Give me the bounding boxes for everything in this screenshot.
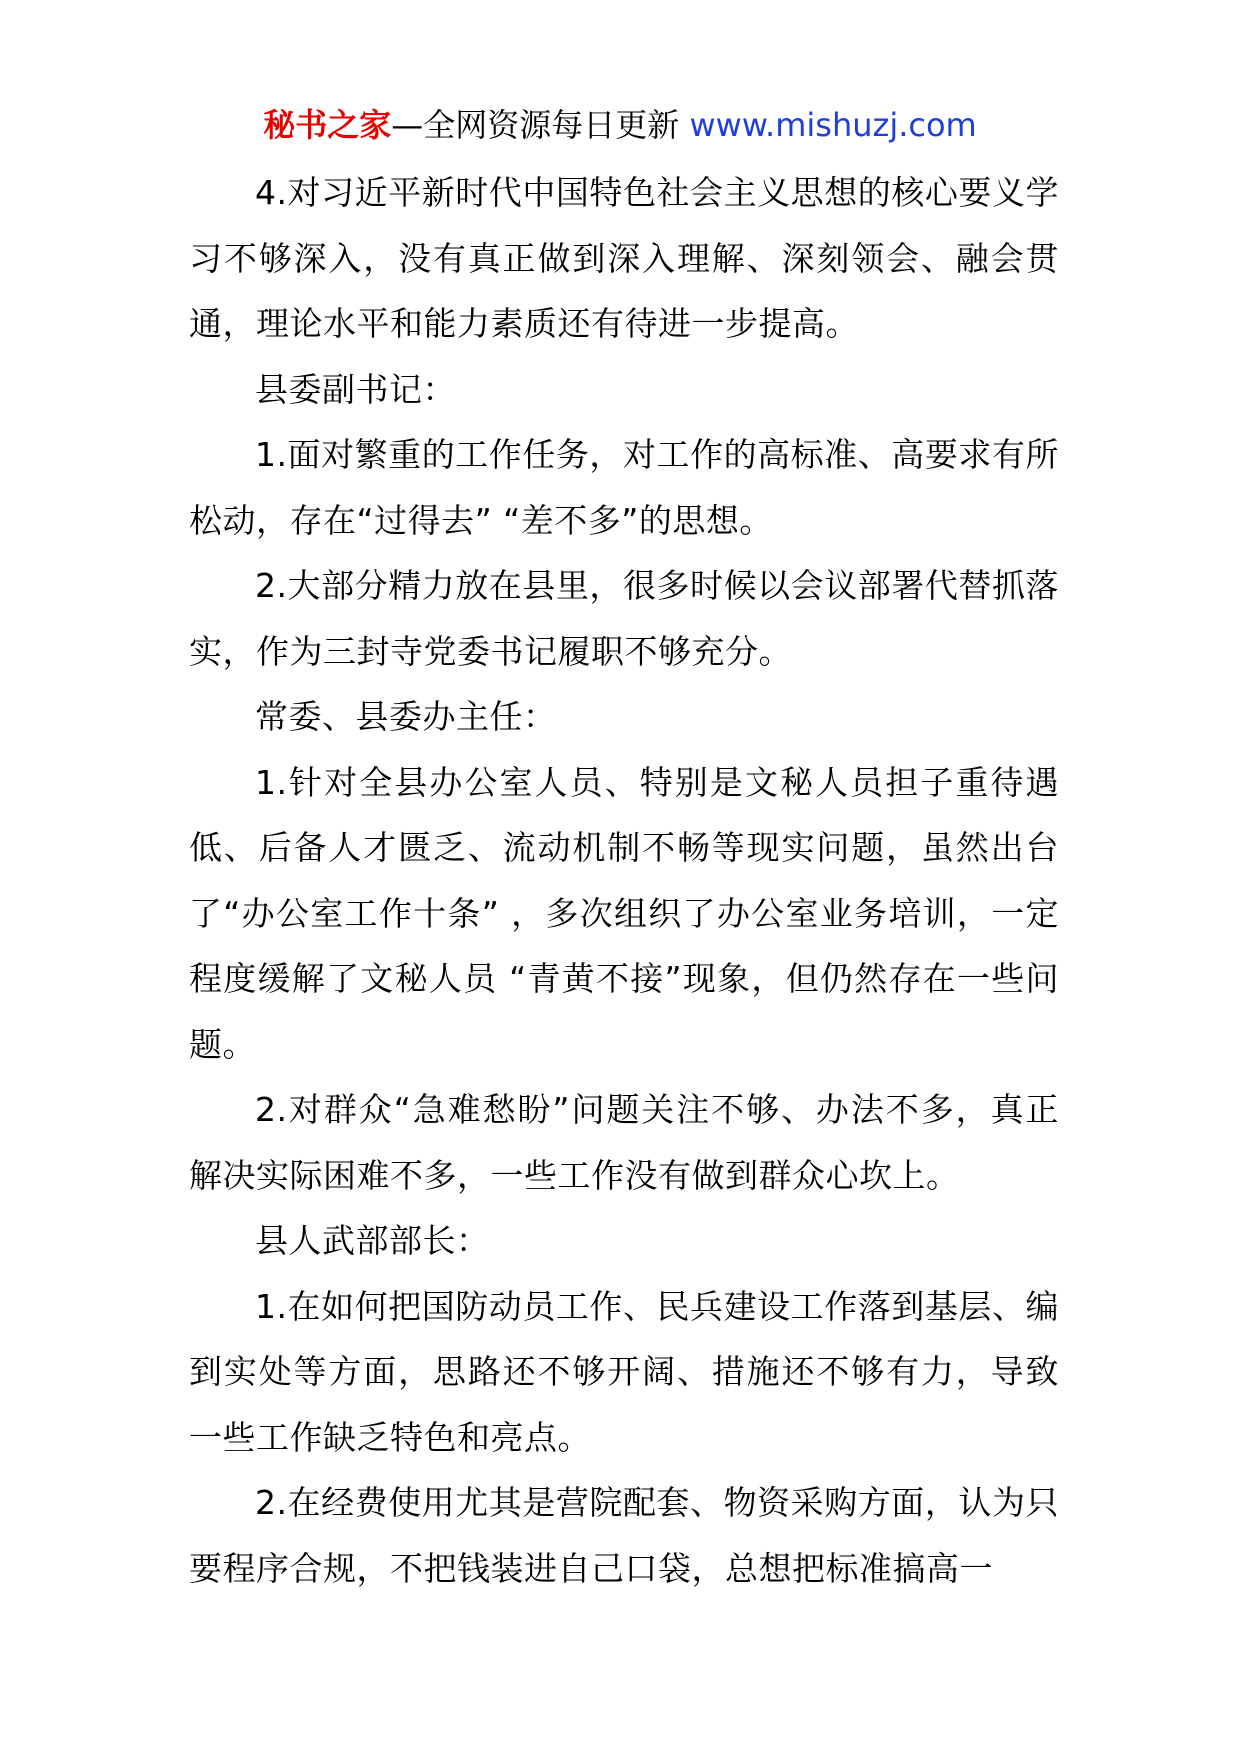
paragraph-office-director-2: 2.对群众“急难愁盼”问题关注不够、办法不多，真正解决实际困难不多，一些工作没有做到群众心坎上。 [189,1090,1059,1195]
section-heading-deputy-secretary: 县委副书记： [255,369,456,409]
paragraph-office-director-1: 1.针对全县办公室人员、特别是文秘人员担子重待遇低、后备人才匮乏、流动机制不畅等现实问题，虽然出台了“办公室工作十条” ，多次组织了办公室业务培训，一定程度缓解了文秘人员 “青黄不接”现象，但仍然存在一些问题。 [189,762,1059,1064]
paragraph-deputy-secretary-2: 2.大部分精力放在县里，很多时候以会议部署代替抓落实，作为三封寺党委书记履职不够充分。 [189,566,1059,671]
section-heading-office-director: 常委、县委办主任： [255,697,557,736]
paragraph-armed-forces-2: 2.在经费使用尤其是营院配套、物资采购方面，认为只要程序合规，不把钱装进自己口袋，总想把标准搞高一 [189,1483,1059,1588]
paragraph-armed-forces-1: 1.在如何把国防动员工作、民兵建设工作落到基层、编到实处等方面，思路还不够开阔、措施还不够有力，导致一些工作缺乏特色和亮点。 [189,1286,1059,1457]
site-url-link[interactable]: www.mishuzj.com [689,106,977,144]
brand-name: 秘书之家 [263,106,392,144]
paragraph-deputy-secretary-1: 1.面对繁重的工作任务，对工作的高标准、高要求有所松动，存在“过得去” “差不多”的思想。 [189,435,1059,540]
header-slogan: —全网资源每日更新 [391,106,680,144]
paragraph-item-4: 4.对习近平新时代中国特色社会主义思想的核心要义学习不够深入，没有真正做到深入理解、深刻领会、融会贯通，理论水平和能力素质还有待进一步提高。 [189,173,1059,343]
section-heading-armed-forces-minister: 县人武部部长： [255,1221,490,1260]
site-header [0,101,1240,149]
document-body [189,160,1059,1601]
